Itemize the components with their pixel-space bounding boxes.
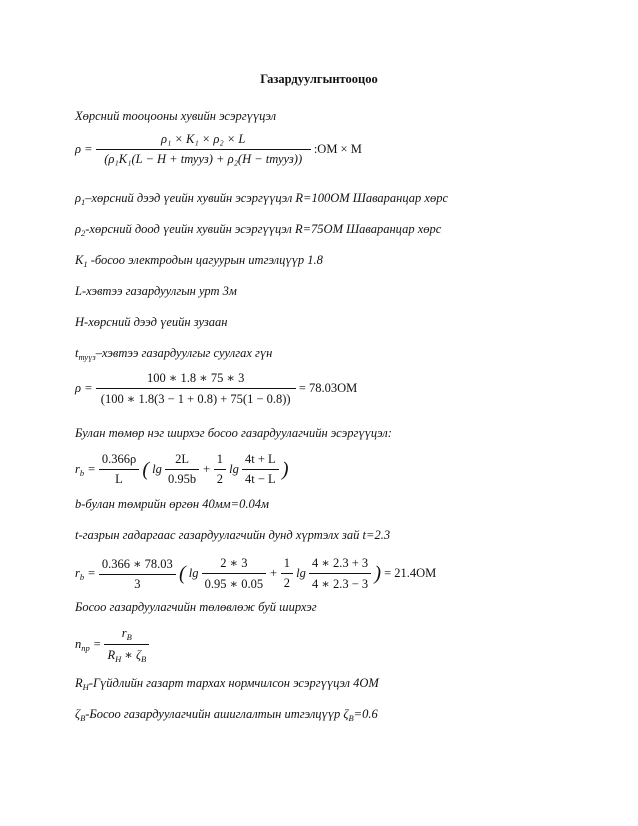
formula-numerator: 100 ∗ 1.8 ∗ 75 ∗ 3 bbox=[96, 370, 296, 389]
formula-lhs: ρ = bbox=[75, 381, 93, 395]
formula-fraction-half: $\frac{1}{2}$ bbox=[281, 556, 293, 591]
formula-rb-numeric: $r_b$ = $\frac{0.366 ∗ 78.03}{3}$ ( lg $\frac{2 ∗ 3}{0.95 ∗ 0.05}$ + $\frac{1}{2}$ lg $\frac{4 ∗ 2.3 + 3}{4 ∗ 2.3 - 3}$ ) = 21.4OM bbox=[75, 556, 437, 591]
text-line-depth: $t_{туүз}$–хэвтээ газардуулгыг суулгах гүн bbox=[75, 346, 273, 362]
formula-fraction-coef: $\frac{0.366\rho}{L}$ bbox=[99, 452, 139, 487]
text-line-rho1: $\rho_1$–хөрсний дээд үеийн хувийн эсэргүүцэл R=100OM Шаваранцар хөрс bbox=[75, 191, 449, 207]
formula-units: :OM × M bbox=[313, 142, 362, 156]
formula-paren-open: ( bbox=[178, 562, 186, 585]
text-line-rho2: $\rho_2$-хөрсний доод үеийн хувийн эсэргүүцэл R=75OM Шаваранцар хөрс bbox=[75, 222, 442, 238]
formula-fraction-coef: $\frac{0.366 ∗ 78.03}{3}$ bbox=[99, 556, 176, 592]
formula-fraction-log2: $\frac{4 ∗ 2.3 + 3}{4 ∗ 2.3 - 3}$ bbox=[309, 555, 371, 592]
text-line-rh: $R_H$-Гүйдлийн газарт тархах нормчилсон эсэргүүцэл 4OM bbox=[75, 676, 379, 692]
formula-fraction-log1: $\frac{2L}{0.95b}$ bbox=[165, 452, 199, 487]
text-line-distance: t-газрын гадаргаас газардуулагчийн дунд хүртэлх зай t=2.3 bbox=[75, 528, 391, 542]
text-line-k1: $K_1$ -босоо электродын цагуурын итгэлцүүр 1.8 bbox=[75, 253, 323, 269]
formula-numerator: ρ₁ × K₁ × ρ₂ × L bbox=[96, 132, 311, 150]
formula-denominator: (100 ∗ 1.8(3 − 1 + 0.8) + 75(1 − 0.8)) bbox=[100, 392, 291, 406]
text-line-count-heading: Босоо газардуулагчийн төлөвлөж буй ширхэг bbox=[75, 600, 317, 614]
formula-rho bbox=[75, 132, 362, 167]
formula-result: = 21.4OM bbox=[384, 566, 437, 580]
formula-denominator: (ρ₁K₁(L − H + tтууз) + ρ₂(H − tтууз)) bbox=[104, 152, 303, 166]
formula-npr: $n_{пр}$ = $\frac{r_B}{R_H ∗ \zeta_B}$ bbox=[75, 626, 149, 664]
formula-fraction-log1: $\frac{2 ∗ 3}{0.95 ∗ 0.05}$ bbox=[202, 555, 267, 592]
formula-fraction-half: $\frac{1}{2}$ bbox=[214, 452, 226, 487]
formula-paren-close: ) bbox=[374, 562, 381, 585]
formula-paren-open: ( bbox=[142, 458, 149, 481]
formula-fraction bbox=[96, 370, 296, 407]
text-line-thickness: H-хөрсний дээд үеийн зузаан bbox=[75, 315, 228, 329]
text-line-length: L-хэвтээ газардуулгын урт 3м bbox=[75, 284, 237, 298]
text-line-width: b-булан төмрийн өргөн 40мм=0.04м bbox=[75, 497, 269, 511]
formula-fraction bbox=[96, 132, 311, 167]
formula-paren-close: ) bbox=[281, 458, 289, 481]
text-line-resistivity-heading: Хөрсний тооцооны хувийн эсэргүүцэл bbox=[75, 109, 277, 123]
formula-lhs: ρ = bbox=[75, 142, 93, 156]
formula-rho-numeric bbox=[75, 370, 357, 407]
formula-result: = 78.03OM bbox=[298, 381, 358, 395]
formula-fraction: $\frac{r_B}{R_H ∗ \zeta_B}$ bbox=[104, 626, 149, 664]
text-line-zeta: $\zeta_B$-Босоо газардуулагчийн ашиглалтын итгэлцүүр $\zeta_B=0.6$ bbox=[75, 707, 378, 723]
formula-fraction-log2: $\frac{4t + L}{4t - L}$ bbox=[242, 452, 279, 487]
text-line-angle-iron: Булан төмөр нэг ширхэг босоо газардуулагчийн эсэргүүцэл: bbox=[75, 426, 392, 440]
page-title: Газардуулгынтооцоо bbox=[260, 72, 378, 86]
formula-rb: $r_b$ = $\frac{0.366\rho}{L}$ ( lg $\frac{2L}{0.95b}$ + $\frac{1}{2}$ lg $\frac{4t + L}{4t - L}$ ) bbox=[75, 452, 289, 486]
